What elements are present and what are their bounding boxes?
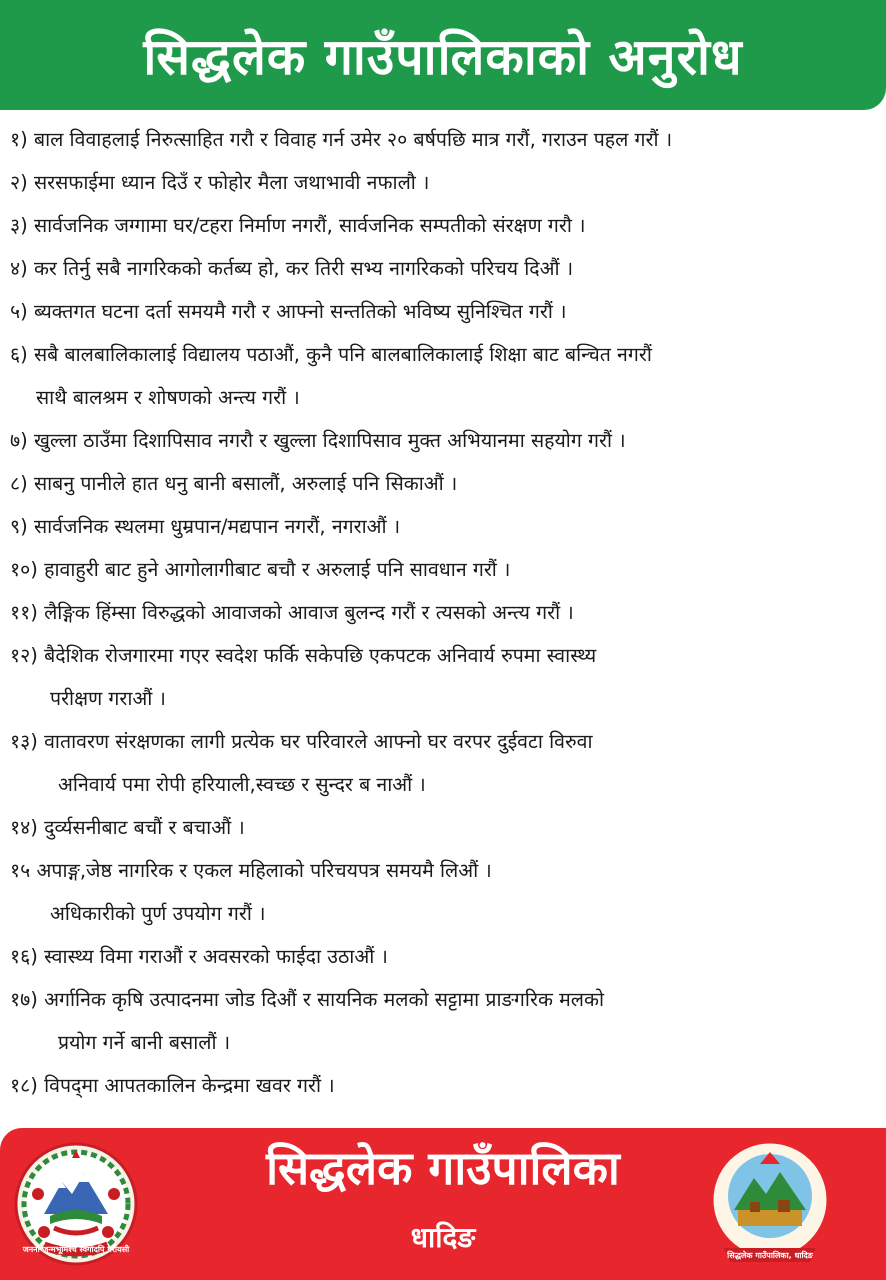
header-banner [0, 0, 886, 110]
list-item-13 [10, 720, 880, 806]
list-item-continuation: अनिवार्य पमा रोपी हरियाली,स्वच्छ र सुन्दर ब नाऔं । [58, 773, 426, 796]
list-item-text: ६) सबै बालबालिकालाई विद्यालय पठाऔं, कुनै पनि बालबालिकालाई शिक्षा बाट बन्चित नगरौं [10, 343, 652, 366]
list-item-text: ८) साबनु पानीले हात धनु बानी बसालौं, अरुलाई पनि सिकाऔं । [10, 472, 458, 495]
list-item-text: १७) अर्गानिक कृषि उत्पादनमा जोड दिऔं र सायनिक मलको सट्टामा प्राङगरिक मलको [10, 988, 605, 1011]
list-item-7 [10, 419, 880, 462]
footer-banner [0, 1128, 886, 1280]
footer-subtitle: धादिङ [410, 1221, 476, 1254]
list-item-14 [10, 806, 880, 849]
list-item-text: १३) वातावरण संरक्षणका लागी प्रत्येक घर परिवारले आफ्नो घर वरपर दुईवटा विरुवा [10, 730, 593, 753]
list-item-5 [10, 290, 880, 333]
list-item-text: २) सरसफाईमा ध्यान दिउँ र फोहोर मैला जथाभावी नफालौ । [10, 171, 430, 194]
seal-caption: सिद्धलेक गाउँपालिका, धादिङ [727, 1251, 813, 1260]
list-item-text: १०) हावाहुरी बाट हुने आगोलागीबाट बचौ र अरुलाई पनि सावधान गरौं । [10, 558, 511, 581]
list-item-4 [10, 247, 880, 290]
list-item-text: ९) सार्वजनिक स्थलमा धुम्रपान/मद्यपान नगरौं, नगराऔं । [10, 515, 401, 538]
list-item-12 [10, 634, 880, 720]
list-item-text: ५) ब्यक्तगत घटना दर्ता समयमै गरौ र आफ्नो सन्ततिको भविष्य सुनिश्चित गरौं । [10, 300, 567, 323]
list-item-continuation: परीक्षण गराऔं । [50, 687, 166, 710]
list-item-text: ३) सार्वजनिक जग्गामा घर/टहरा निर्माण नगरौं, सार्वजनिक सम्पतीको संरक्षण गरौ । [10, 214, 586, 237]
list-item-text: १५ अपाङ्ग,जेष्ठ नागरिक र एकल महिलाको परिचयपत्र समयमै लिऔं । [10, 859, 492, 882]
list-item-text: ४) कर तिर्नु सबै नागरिकको कर्तब्य हो, कर तिरी सभ्य नागरिकको परिचय दिऔं । [10, 257, 574, 280]
list-item-text: १६) स्वास्थ्य विमा गराऔं र अवसरको फाईदा उठाऔं । [10, 945, 388, 968]
footer-title: सिद्धलेक गाउँपालिका [266, 1141, 620, 1195]
list-item-18 [10, 1064, 880, 1107]
list-item-8 [10, 462, 880, 505]
list-item-text: १) बाल विवाहलाई निरुत्साहित गरौ र विवाह गर्न उमेर २० बर्षपछि मात्र गरौं, गराउन पहल गरौं । [10, 128, 673, 151]
municipality-seal-icon [704, 1138, 836, 1270]
list-item-10 [10, 548, 880, 591]
emblem-caption: जननी जन्मभूमिश्च स्वर्गादपि गरीयसी [22, 1245, 130, 1254]
list-item-continuation: अधिकारीको पुर्ण उपयोग गरौं । [50, 902, 266, 925]
list-item-15 [10, 849, 880, 935]
list-item-text: १४) दुर्व्यसनीबाट बचौं र बचाऔं । [10, 816, 245, 839]
list-item-continuation: प्रयोग गर्ने बानी बसालौं । [58, 1031, 231, 1054]
list-item-text: १८) विपद्‌मा आपतकालिन केन्द्रमा खवर गरौं । [10, 1074, 335, 1097]
list-item-text: १२) बैदेशिक रोजगारमा गएर स्वदेश फर्कि सकेपछि एकपटक अनिवार्य रुपमा स्वास्थ्य [10, 644, 597, 667]
page-title: सिद्धलेक गाउँपालिकाको अनुरोध [143, 28, 743, 86]
list-item-text: ११) लैङ्गिक हिंम्सा विरुद्धको आवाजको आवाज बुलन्द गरौं र त्यसको अन्त्य गरौं । [10, 601, 574, 624]
list-item-1 [10, 118, 880, 161]
list-item-continuation: साथै बालश्रम र शोषणको अन्त्य गरौं । [36, 386, 300, 409]
list-item-17 [10, 978, 880, 1064]
request-list [10, 118, 880, 1107]
nepal-emblem-icon [14, 1142, 138, 1266]
list-item-16 [10, 935, 880, 978]
list-item-9 [10, 505, 880, 548]
list-item-text: ७) खुल्ला ठाउँमा दिशापिसाव नगरौ र खुल्ला दिशापिसाव मुक्त अभियानमा सहयोग गरौं । [10, 429, 626, 452]
list-item-3 [10, 204, 880, 247]
list-item-11 [10, 591, 880, 634]
list-item-6 [10, 333, 880, 419]
list-item-2 [10, 161, 880, 204]
